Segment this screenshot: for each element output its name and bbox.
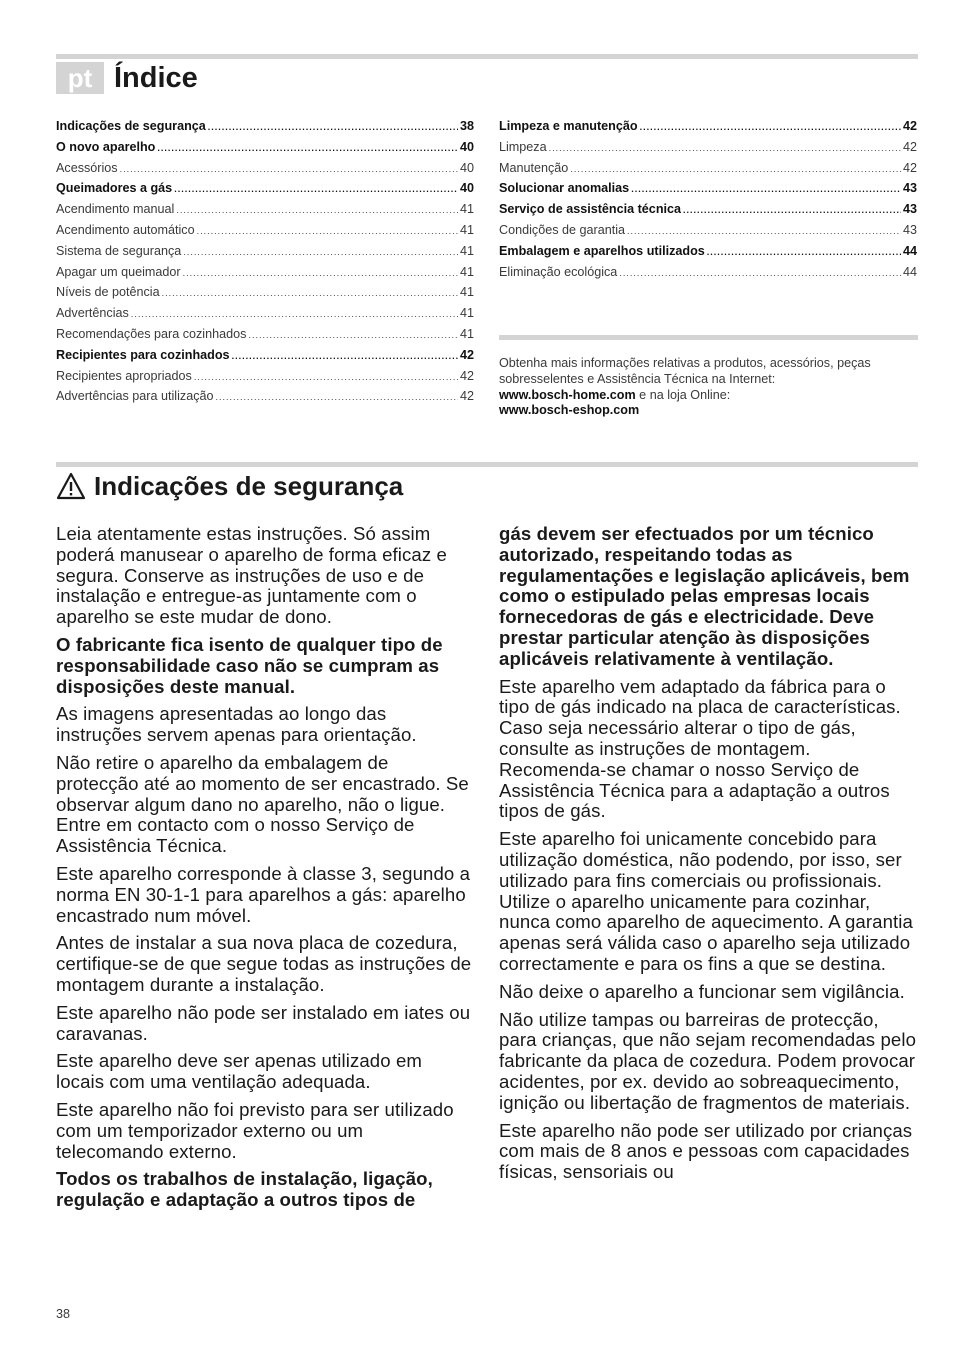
toc-entry[interactable] [56, 303, 474, 324]
warning-icon [56, 472, 86, 500]
toc-entry-page: 41 [459, 243, 474, 258]
toc-entry-page: 42 [459, 368, 474, 383]
toc-entry-page: 38 [459, 119, 474, 133]
language-badge: pt [56, 62, 104, 94]
toc-entry-label: Apagar um queimador [56, 264, 181, 279]
toc-dot-leader [162, 283, 458, 303]
toc-entry-page: 43 [902, 202, 917, 217]
section-title: Indicações de segurança [94, 471, 404, 501]
safety-left-column [56, 524, 474, 1218]
safety-paragraph: O fabricante fica isento de qualquer tipo de responsabilidade caso não se cumpram as disposições deste manual. [56, 633, 443, 697]
toc-entry-label: Solucionar anomalias [499, 181, 630, 196]
toc-title: Índice [114, 62, 198, 94]
online-info [499, 356, 919, 419]
safety-paragraph: Este aparelho não pode ser instalado em iates ou caravanas. [56, 1001, 471, 1044]
toc-entry[interactable] [56, 241, 474, 262]
toc-entry[interactable] [56, 345, 474, 366]
toc-entry[interactable] [499, 262, 917, 283]
toc-dot-leader [208, 117, 458, 137]
toc-entry-page: 44 [902, 243, 917, 258]
toc-entry-label: Limpeza [499, 139, 547, 154]
toc-entry-label: Recomendações para cozinhados [56, 326, 247, 341]
toc-dot-leader [619, 263, 901, 283]
toc-entry[interactable] [56, 282, 474, 303]
toc-entry-page: 41 [459, 326, 474, 341]
toc-entry[interactable] [499, 241, 917, 262]
safety-paragraph: Este aparelho foi unicamente concebido para utilização doméstica, não podendo, por isso, ser utilizado para fins comerciais ou profissionais. Utilize o aparelho unicamente para cozinhar, nunca como aparelho de aquecimento. A garantia apenas será válida caso o aparelho seja utilizado correctamente e para os fins a que se destina. [499, 828, 913, 974]
toc-entry-label: Limpeza e manutenção [499, 119, 638, 133]
toc-entry[interactable] [56, 386, 474, 407]
toc-entry-page: 41 [459, 285, 474, 300]
toc-entry[interactable] [56, 137, 474, 158]
safety-paragraph: Este aparelho não foi previsto para ser utilizado com um temporizador externo ou um telecomando externo. [56, 1098, 454, 1162]
toc-dot-leader [707, 242, 901, 262]
safety-paragraph: Todos os trabalhos de instalação, ligação, regulação e adaptação a outros tipos de [56, 1168, 433, 1211]
safety-paragraph: Leia atentamente estas instruções. Só assim poderá manusear o aparelho de forma eficaz e segura. Conserve as instruções de uso e de instalação e entregue-as juntamente com o aparelho se este mudar de dono. [56, 523, 447, 628]
toc-entry-label: Queimadores a gás [56, 181, 173, 196]
safety-paragraph: gás devem ser efectuados por um técnico autorizado, respeitando todas as regulamentações e legislação aplicáveis, bem como o estipulado pelas empresas locais fornecedoras de gás e electricidade. Deve prestar particular atenção às disposições aplicáveis relativamente à ventilação. [499, 523, 910, 669]
toc-dot-leader [683, 200, 901, 220]
toc-dot-leader [131, 304, 458, 324]
toc-dot-leader [176, 200, 458, 220]
toc-entry-page: 42 [459, 347, 474, 362]
safety-paragraph: Este aparelho não pode ser utilizado por crianças com mais de 8 anos e pessoas com capacidades físicas, sensoriais ou [499, 1119, 913, 1183]
toc-left-column [56, 116, 474, 407]
toc-dot-leader [174, 179, 458, 199]
safety-paragraph: Este aparelho corresponde à classe 3, segundo a norma EN 30-1-1 para aparelhos a gás: aparelho encastrado num móvel. [56, 862, 471, 926]
safety-paragraph: Não utilize tampas ou barreiras de protecção, para crianças, que não sejam recomendadas pelo fabricante da placa de cozedura. Podem provocar acidentes, por ex. devido ao sobreaquecimento, ignição ou libertação de fragmentos de materiais. [499, 1008, 917, 1113]
safety-right-column [499, 524, 917, 1190]
toc-entry[interactable] [56, 220, 474, 241]
toc-dot-leader [549, 138, 901, 158]
toc-entry-page: 43 [902, 222, 917, 237]
safety-paragraph: Este aparelho vem adaptado da fábrica para o tipo de gás indicado na placa de características. Caso seja necessário alterar o tipo de gás, consulte as instruções de montagem. Recomenda-se chamar o nosso Serviço de Assistência Técnica para a adaptação a outros tipos de gás. [499, 675, 901, 822]
toc-entry-label: Acendimento automático [56, 222, 195, 237]
toc-dot-leader [157, 138, 458, 158]
toc-entry-label: Acessórios [56, 160, 118, 175]
toc-entry[interactable] [56, 158, 474, 179]
section-heading [56, 468, 403, 504]
toc-entry-label: Indicações de segurança [56, 119, 206, 133]
info-mid-text: e na loja Online: [635, 387, 731, 402]
toc-entry-label: Níveis de potência [56, 285, 160, 300]
safety-paragraph: Não deixe o aparelho a funcionar sem vigilância. [499, 980, 905, 1002]
toc-dot-leader [232, 346, 458, 366]
toc-dot-leader [631, 179, 901, 199]
toc-entry[interactable] [56, 178, 474, 199]
toc-dot-leader [627, 221, 901, 241]
toc-entry-page: 40 [459, 160, 474, 175]
safety-paragraph: Antes de instalar a sua nova placa de cozedura, certifique-se de que segue todas as instruções de montagem durante a instalação. [56, 932, 472, 995]
toc-entry-page: 40 [459, 181, 474, 196]
toc-entry-label: Recipientes para cozinhados [56, 347, 230, 362]
info-rule [499, 335, 918, 340]
toc-entry[interactable] [56, 262, 474, 283]
toc-dot-leader [248, 325, 458, 345]
toc-entry-label: Embalagem e aparelhos utilizados [499, 243, 705, 258]
toc-entry[interactable] [499, 199, 917, 220]
toc-entry-page: 40 [459, 139, 474, 154]
toc-entry-page: 41 [459, 222, 474, 237]
info-text: Obtenha mais informações relativas a produtos, acessórios, peças sobresselentes e Assistência Técnica na Internet: [499, 356, 871, 386]
toc-dot-leader [120, 159, 458, 179]
toc-dot-leader [183, 242, 458, 262]
toc-entry-page: 41 [459, 306, 474, 321]
toc-entry-label: Serviço de assistência técnica [499, 202, 682, 217]
safety-paragraph: As imagens apresentadas ao longo das instruções servem apenas para orientação. [56, 703, 417, 746]
toc-entry-label: Condições de garantia [499, 222, 626, 237]
toc-entry-page: 44 [902, 264, 917, 279]
toc-dot-leader [216, 387, 458, 407]
toc-entry-label: Advertências para utilização [56, 389, 214, 404]
toc-entry[interactable] [56, 324, 474, 345]
toc-dot-leader [640, 117, 901, 137]
toc-entry-label: Advertências [56, 306, 129, 321]
bosch-home-link[interactable]: www.bosch-home.com [499, 387, 636, 402]
toc-entry-page: 42 [902, 160, 917, 175]
toc-entry[interactable] [56, 199, 474, 220]
toc-dot-leader [570, 159, 901, 179]
toc-entry-page: 42 [902, 119, 917, 133]
toc-entry-label: Eliminação ecológica [499, 264, 618, 279]
toc-entry[interactable] [499, 220, 917, 241]
toc-entry[interactable] [56, 116, 474, 137]
toc-entry-label: Recipientes apropriados [56, 368, 192, 383]
toc-right-column [499, 116, 917, 282]
toc-entry-page: 42 [902, 139, 917, 154]
toc-entry[interactable] [499, 137, 917, 158]
toc-entry[interactable] [56, 366, 474, 387]
toc-entry[interactable] [499, 178, 917, 199]
toc-dot-leader [194, 367, 458, 387]
toc-dot-leader [197, 221, 458, 241]
toc-entry-label: Sistema de segurança [56, 243, 182, 258]
safety-paragraph: Não retire o aparelho da embalagem de protecção até ao momento de ser encastrado. Se observar algum dano no aparelho, não o ligue. Entre em contacto com o nosso Serviço de Assistência Técnica. [56, 751, 469, 857]
toc-dot-leader [183, 263, 458, 283]
safety-paragraph: Este aparelho deve ser apenas utilizado em locais com uma ventilação adequada. [56, 1050, 422, 1093]
toc-entry-page: 42 [459, 389, 474, 404]
toc-entry-label: Manutenção [499, 160, 569, 175]
toc-entry-page: 43 [902, 181, 917, 196]
toc-entry-page: 41 [459, 264, 474, 279]
toc-entry[interactable] [499, 158, 917, 179]
bosch-eshop-link[interactable]: www.bosch-eshop.com [499, 403, 640, 418]
toc-entry-page: 41 [459, 202, 474, 217]
page-number: 38 [56, 1307, 71, 1321]
toc-entry-label: O novo aparelho [56, 139, 156, 154]
section-rule [56, 462, 918, 467]
toc-entry[interactable] [499, 116, 917, 137]
toc-entry-label: Acendimento manual [56, 202, 175, 217]
